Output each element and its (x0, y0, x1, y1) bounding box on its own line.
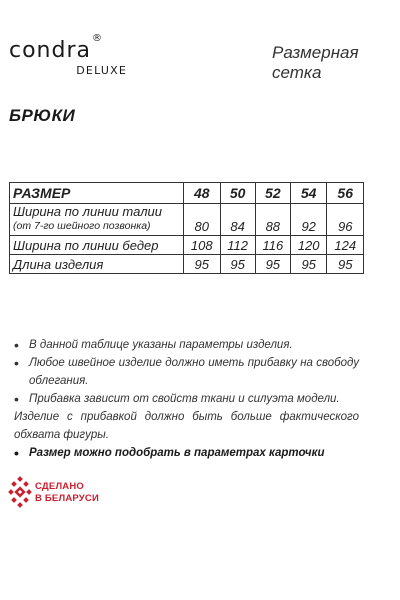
made-in-text (35, 481, 99, 505)
table-cell: 95 (327, 255, 364, 274)
size-header-cell: 52 (255, 183, 290, 204)
table-cell: 80 (184, 204, 221, 236)
table-cell: 95 (184, 255, 221, 274)
belarus-ornament-icon (8, 476, 32, 508)
page-heading-line1: Размерная (272, 43, 359, 62)
table-cell: 92 (290, 204, 327, 236)
notes-list (14, 336, 359, 462)
row-label-main: Ширина по линии талии (13, 204, 162, 219)
brand-name-text: condra (9, 38, 91, 63)
product-title: БРЮКИ (9, 106, 76, 125)
brand-logo (9, 33, 139, 77)
table-cell: 108 (184, 236, 221, 255)
table-cell: 84 (220, 204, 255, 236)
table-cell: 96 (327, 204, 364, 236)
size-table (9, 182, 364, 274)
note-item: • Любое швейное изделие должно иметь прибавку на свободу облегания. (14, 354, 359, 390)
note-item: • В данной таблице указаны параметры изделия. (14, 336, 359, 354)
size-table-header (10, 183, 364, 204)
size-header-cell: 54 (290, 183, 327, 204)
table-cell: 95 (255, 255, 290, 274)
table-row (10, 204, 364, 236)
note-item: Изделие с прибавкой должно быть больше фактического обхвата фигуры. (14, 411, 359, 441)
table-row (10, 236, 364, 255)
row-label-sub: (от 7-го шейного позвонка) (13, 220, 151, 232)
page-heading-line2: сетка (272, 63, 322, 82)
table-cell: 124 (327, 236, 364, 255)
table-cell: 88 (255, 204, 290, 236)
table-cell: 116 (255, 236, 290, 255)
table-row (10, 255, 364, 274)
row-label (10, 204, 184, 236)
table-cell: 120 (290, 236, 327, 255)
page-heading (272, 43, 359, 83)
brand-sub: DELUXE (76, 64, 127, 77)
made-in-line2: В БЕЛАРУСИ (35, 493, 100, 504)
size-header-cell: 48 (184, 183, 221, 204)
size-header-label: РАЗМЕР (10, 183, 184, 204)
made-in-line1: СДЕЛАНО (35, 481, 85, 492)
size-header-cell: 56 (327, 183, 364, 204)
note-item: • Размер можно подобрать в параметрах карточки (14, 444, 359, 462)
brand-name (9, 33, 103, 63)
note-item: • Прибавка зависит от свойств ткани и силуэта модели. (14, 390, 359, 408)
row-label: Длина изделия (10, 255, 184, 274)
row-label: Ширина по линии бедер (10, 236, 184, 255)
made-in-badge (8, 476, 128, 510)
registered-mark: ® (92, 33, 103, 44)
size-header-cell: 50 (220, 183, 255, 204)
table-cell: 95 (220, 255, 255, 274)
table-cell: 95 (290, 255, 327, 274)
table-cell: 112 (220, 236, 255, 255)
